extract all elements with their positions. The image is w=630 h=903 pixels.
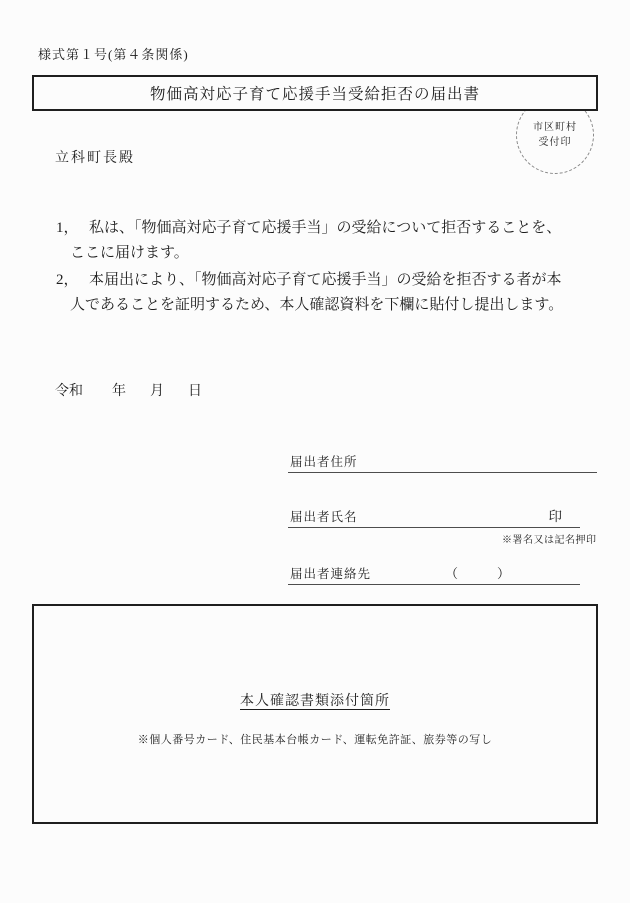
item-1-number: 1，	[56, 220, 79, 236]
form-title: 物価高対応子育て応援手当受給拒否の届出書	[149, 86, 480, 103]
date-day-label: 日	[188, 384, 202, 399]
applicant-contact-label: 届出者連絡先	[290, 567, 372, 581]
statement-item-2	[50, 268, 595, 318]
stamp-text-line2: 受付印	[538, 137, 572, 148]
id-attachment-title: 本人確認書類添付箇所	[240, 694, 390, 709]
applicant-contact-field	[288, 564, 580, 585]
applicant-address-field	[288, 452, 597, 473]
id-attachment-box	[32, 604, 598, 824]
id-attachment-note: ※個人番号カード、住民基本台帳カード、運転免許証、旅券等の写し	[137, 734, 493, 746]
stamp-text-line1: 市区町村	[533, 122, 577, 133]
statement-item-1	[50, 216, 595, 266]
applicant-name-label: 届出者氏名	[290, 510, 358, 524]
item-2-line2: 人であることを証明するため、本人確認資料を下欄に貼付し提出します。	[70, 297, 564, 313]
title-box	[32, 75, 598, 111]
applicant-name-field	[288, 507, 580, 528]
date-row	[55, 380, 255, 400]
item-2-line1: 本届出により、「物価高対応子育て応援手当」の受給を拒否する者が本	[89, 272, 562, 288]
addressee: 立科町長殿	[55, 151, 135, 166]
seal-note: ※署名又は記名押印	[502, 535, 597, 546]
item-2-number: 2，	[56, 272, 79, 288]
seal-mark: 印	[548, 509, 562, 524]
date-year-label: 年	[112, 384, 126, 399]
date-era-label: 令和	[55, 384, 83, 399]
date-month-label: 月	[150, 384, 164, 399]
applicant-address-label: 届出者住所	[290, 455, 358, 469]
contact-area-code-parentheses: （ ）	[445, 566, 511, 581]
form-number: 様式第１号(第４条関係)	[38, 47, 189, 62]
item-1-line2: ここに届けます。	[70, 245, 189, 261]
item-1-line1: 私は、「物価高対応子育て応援手当」の受給について拒否することを、	[89, 220, 562, 236]
